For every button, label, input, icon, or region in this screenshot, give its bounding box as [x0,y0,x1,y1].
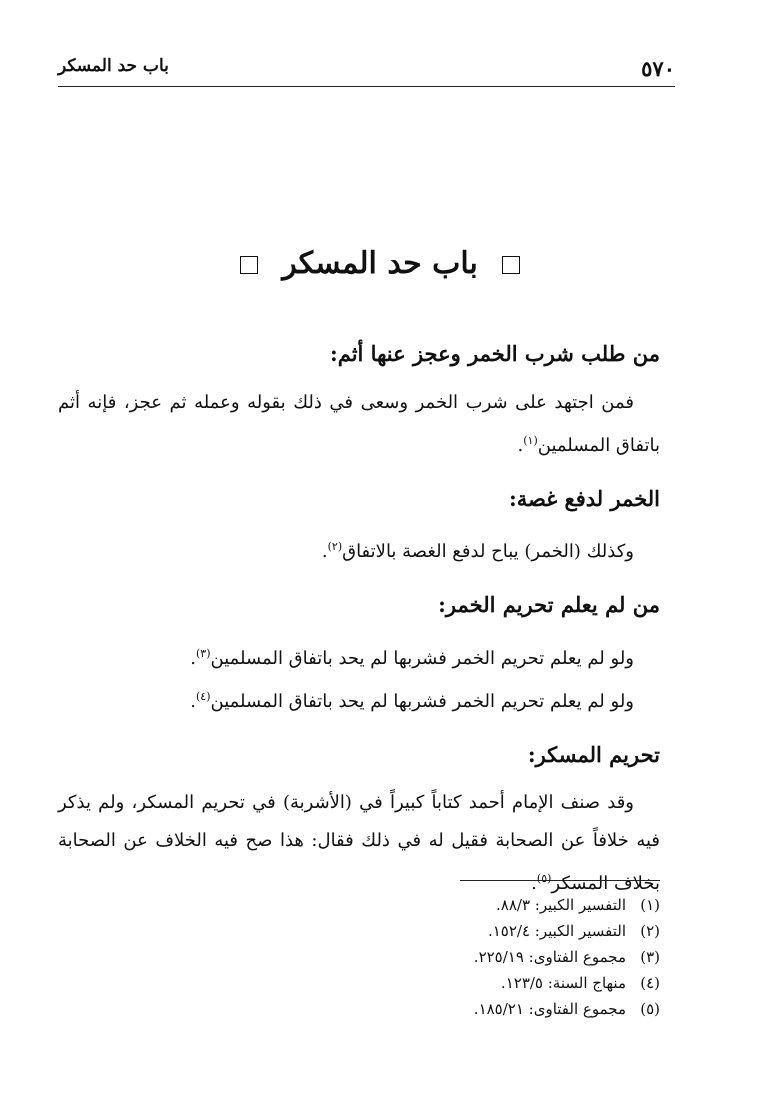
footnote [474,892,660,918]
footnote [474,996,660,1022]
running-header-title: باب حد المسكر [58,56,169,76]
paragraph-text: ولو لم يعلم تحريم الخمر فشربها لم يحد باتفاق المسلمين [210,647,634,669]
section-heading: من لم يعلم تحريم الخمر: [438,592,660,617]
section [58,739,660,904]
paragraph-end: . [517,434,524,456]
section-heading: الخمر لدفع غصة: [509,485,660,511]
section-heading: من طلب شرب الخمر وعجز عنها أثم: [329,341,660,366]
paragraph-end: . [321,541,328,562]
footnote-ref: (٣) [195,646,211,660]
paragraph [58,528,660,571]
square-ornament-icon [240,256,258,274]
footnote-ref: (٤) [195,689,211,703]
paragraph [58,384,660,465]
footnote [474,970,660,996]
footnote-text: مجموع الفتاوى: ٢٢٥/١٩. [473,948,626,966]
chapter-title [0,246,760,281]
paragraph-text: وكذلك (الخمر) يباح لدفع الغصة بالاتفاق [342,541,634,562]
footnote-text: التفسير الكبير: ٨٨/٣. [496,896,626,914]
footnote-text: منهاج السنة: ١٢٣/٥. [500,974,626,992]
paragraph-end: . [190,690,196,712]
footnote-ref: (٢) [327,540,343,553]
paragraph [58,784,660,903]
paragraph [58,635,660,678]
footnote-number: (٤) [640,974,660,992]
paragraph-end: . [190,647,196,669]
paragraph-text: ولو لم يعلم تحريم الخمر فشربها لم يحد باتفاق المسلمين [210,690,634,712]
section-heading: تحريم المسكر: [527,741,660,767]
footnote-number: (١) [640,896,660,914]
footnote-number: (٣) [640,948,660,966]
section [58,338,660,465]
paragraph-text: فمن اجتهد على شرب الخمر وسعى في ذلك بقوله وعمله ثم عجز، فإنه أثم باتفاق المسلمين [58,391,660,456]
footnote-separator [460,880,660,881]
footnote-number: (٥) [640,1000,660,1018]
paragraph-text: وقد صنف الإمام أحمد كتاباً كبيراً في (الأشربة) في تحريم المسكر، ولم يذكر فيه خلافاً عن الصحابة فقيل له في ذلك فقال: هذا صح فيه الخلاف عن الصحابة بخلاف المسكر [58,792,660,894]
footnote-ref: (٥) [536,872,552,885]
main-text [58,338,660,921]
running-header [58,56,675,87]
footnote-ref: (١) [523,433,538,447]
footnote-number: (٢) [640,922,660,940]
chapter-title-text: باب حد المسكر [282,246,478,281]
footnote [474,944,660,970]
footnote [474,918,660,944]
section [58,483,660,572]
page-number: ٥٧٠ [641,56,675,81]
footnotes [474,892,660,1022]
paragraph-end: . [531,873,537,894]
square-ornament-icon [502,256,520,274]
footnote-text: مجموع الفتاوى: ١٨٥/٢١. [473,1000,626,1018]
paragraph [58,678,660,721]
footnote-text: التفسير الكبير: ١٥٢/٤. [487,922,626,940]
section [58,589,660,721]
